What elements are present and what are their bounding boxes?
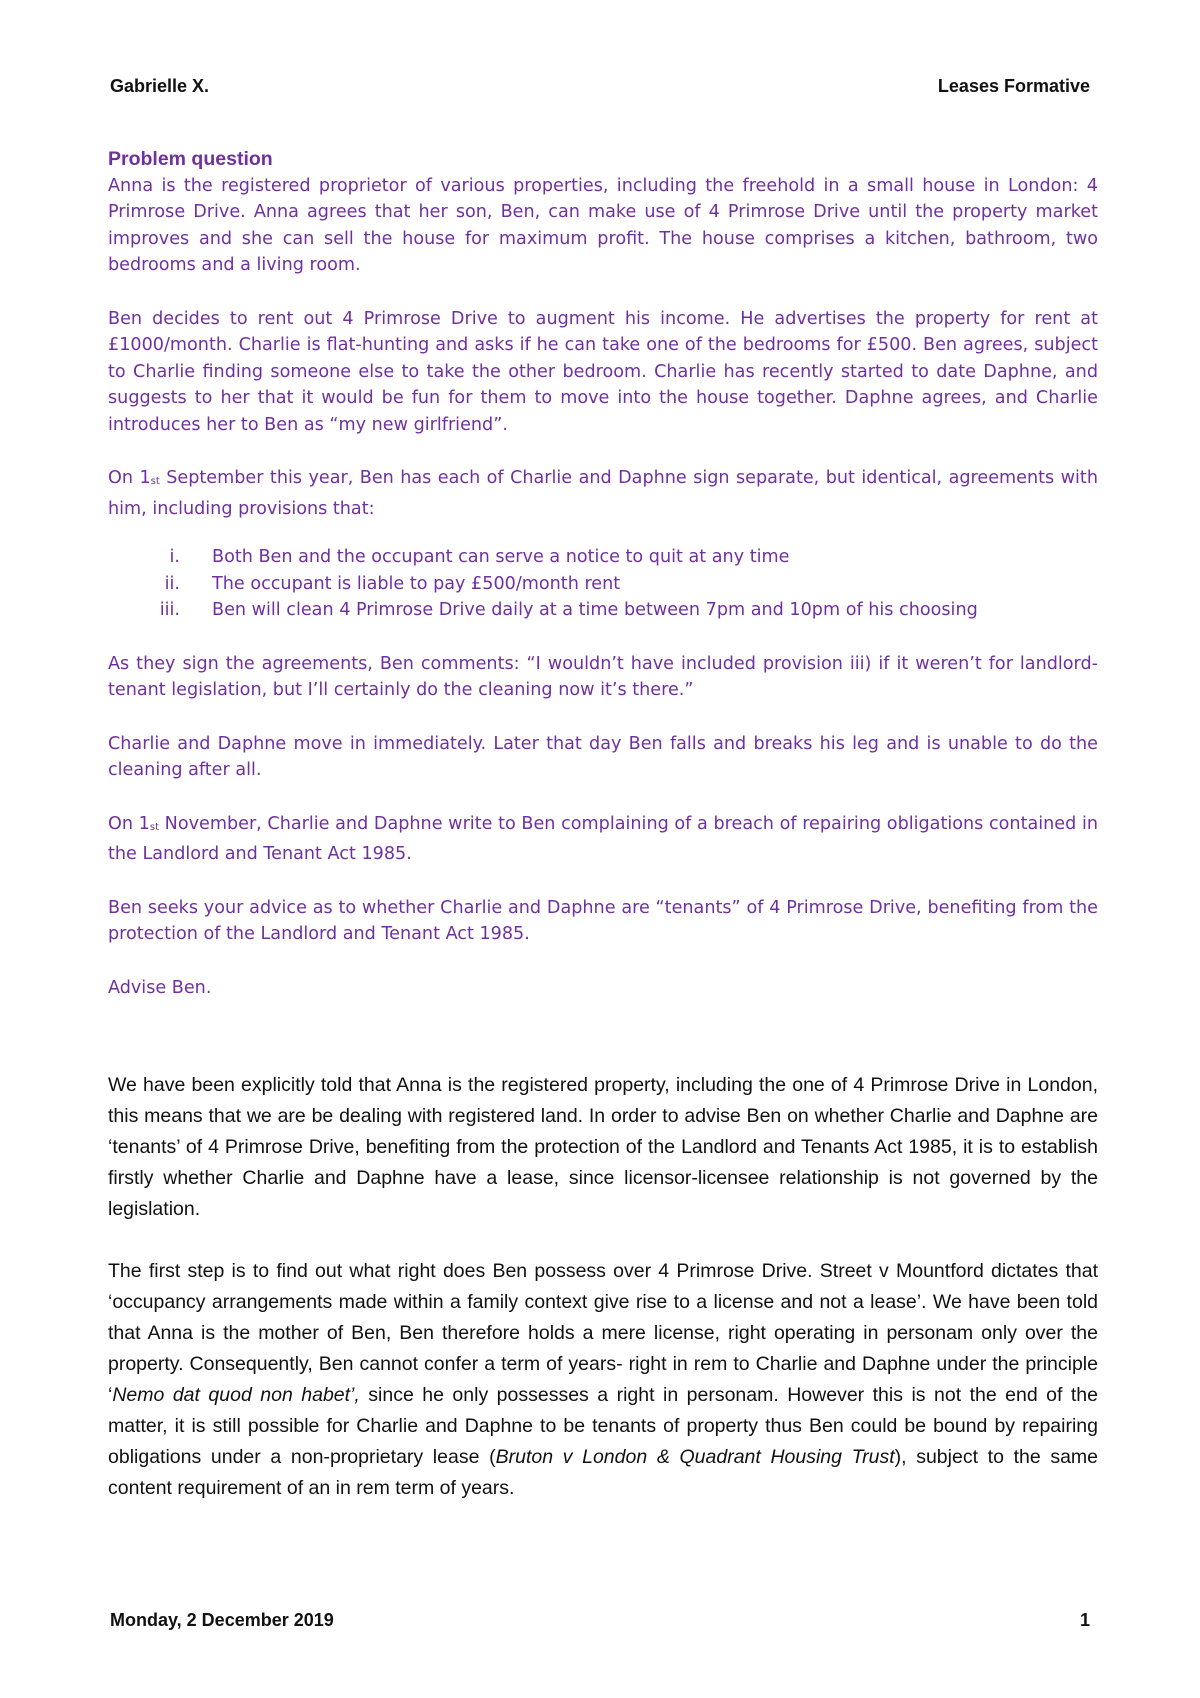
list-item: ii. The occupant is liable to pay £500/month rent bbox=[164, 573, 621, 594]
page-header bbox=[110, 76, 1090, 97]
list-item: iii. Ben will clean 4 Primrose Drive daily at a time between 7pm and 10pm of his choosing bbox=[159, 600, 978, 620]
question-paragraph: Anna is the registered proprietor of various properties, including the freehold in a small house in London: 4 Primrose Drive. Anna agrees that her son, Ben, can make use of 4 Primrose Drive until the property market improves and she can sell the house for maximum profit. The house comprises a kitchen, bathroom, two bedrooms and a living room. bbox=[108, 175, 1098, 275]
question-title: Problem question bbox=[108, 148, 273, 170]
page-footer bbox=[110, 1610, 1090, 1631]
problem-question bbox=[108, 146, 1098, 1028]
header-title: Leases Formative bbox=[937, 76, 1090, 96]
list-item: i. Both Ben and the occupant can serve a notice to quit at any time bbox=[169, 547, 790, 567]
question-paragraph: On 1st September this year, Ben has each of Charlie and Daphne sign separate, but identical, agreements with him, including provisions that: bbox=[108, 468, 1098, 519]
footer-date: Monday, 2 December 2019 bbox=[110, 1610, 334, 1630]
question-paragraph: Charlie and Daphne move in immediately. Later that day Ben falls and breaks his leg and is unable to do the cleaning after all. bbox=[108, 733, 1098, 780]
page-number: 1 bbox=[1079, 1610, 1090, 1630]
question-paragraph: Ben seeks your advice as to whether Charlie and Daphne are “tenants” of 4 Primrose Drive, benefiting from the protection of the Landlord and Tenant Act 1985. bbox=[108, 897, 1098, 944]
question-paragraph: Ben decides to rent out 4 Primrose Drive to augment his income. He advertises the property for rent at £1000/month. Charlie is flat-hunting and asks if he can take one of the bedrooms for £500. Ben agrees, subject to Charlie finding someone else to take the other bedroom. Charlie has recently started to date Daphne, and suggests to her that it would be fun for them to move into the house together. Daphne agrees, and Charlie introduces her to Ben as “my new girlfriend”. bbox=[108, 308, 1098, 435]
question-paragraph: Advise Ben. bbox=[108, 977, 212, 998]
answer-paragraph: We have been explicitly told that Anna is the registered property, including the one of 4 Primrose Drive in London, this means that we are be dealing with registered land. In order to advise Ben on whether Charlie and Daphne are ‘tenants’ of 4 Primrose Drive, benefiting from the protection of the Landlord and Tenants Act 1985, it is to establish firstly whether Charlie and Daphne have a lease, since licensor-licensee relationship is not governed by the legislation. bbox=[108, 1074, 1098, 1220]
header-author: Gabrielle X. bbox=[110, 76, 210, 96]
question-paragraph: As they sign the agreements, Ben comments: “I wouldn’t have included provision iii) if it weren’t for landlord-tenant legislation, but I’ll certainly do the cleaning now it’s there.” bbox=[108, 653, 1098, 700]
answer-paragraph: The first step is to find out what right does Ben possess over 4 Primrose Drive. Street v Mountford dictates that ‘occupancy arrangements made within a family context give rise to a license and not a lease’. We have been told that Anna is the mother of Ben, Ben therefore holds a mere license, right operating in personam only over the property. Consequently, Ben cannot confer a term of years- right in rem to Charlie and Daphne under the principle ‘Nemo dat quod non habet’, since he only possesses a right in personam. However this is not the end of the matter, it is still possible for Charlie and Daphne to be tenants of property thus Ben could be bound by repairing obligations under a non-proprietary lease (Bruton v London & Quadrant Housing Trust), subject to the same content requirement of an in rem term of years. bbox=[108, 1260, 1099, 1499]
provisions-list bbox=[108, 544, 1098, 624]
question-paragraph: On 1st November, Charlie and Daphne write to Ben complaining of a breach of repairing obligations contained in the Landlord and Tenant Act 1985. bbox=[108, 813, 1098, 864]
answer-body bbox=[108, 1070, 1098, 1535]
